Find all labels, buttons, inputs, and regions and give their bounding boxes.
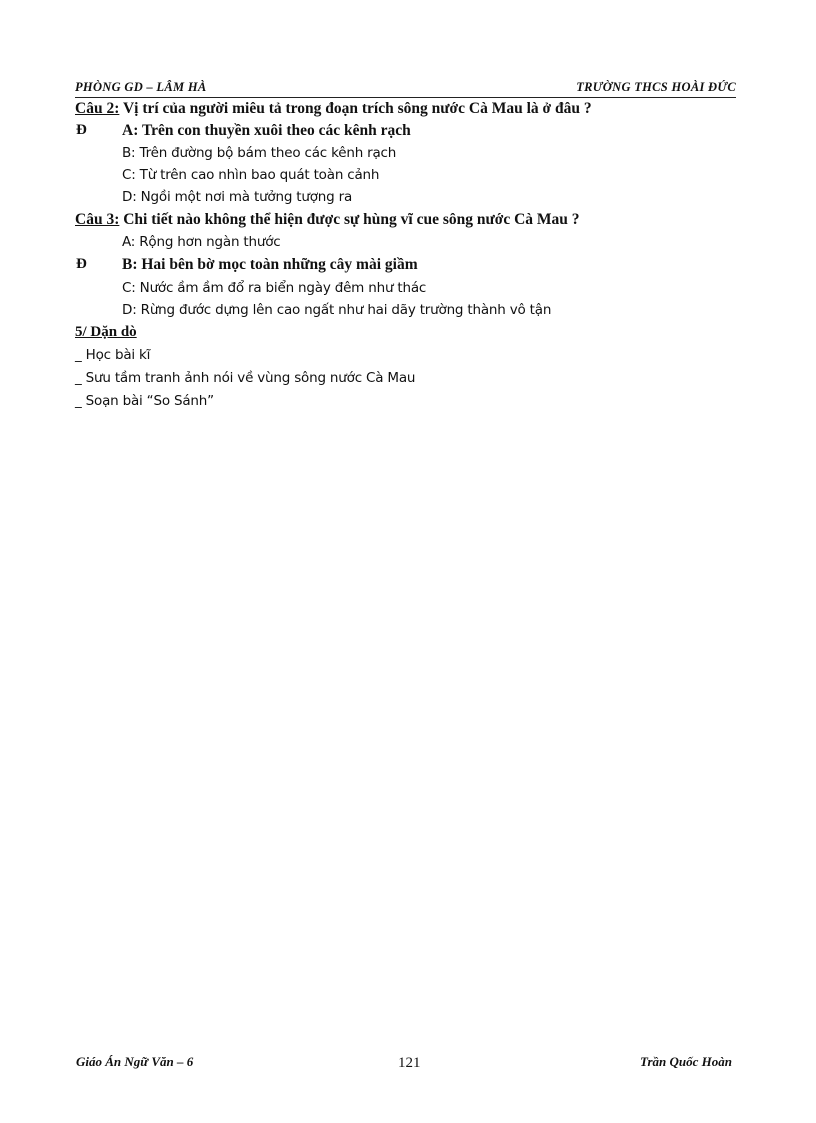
option-a: A: Trên con thuyền xuôi theo các kênh rạch bbox=[122, 122, 411, 139]
correct-mark: Đ bbox=[76, 256, 87, 272]
option-b: B: Hai bên bờ mọc toàn những cây mài giầm bbox=[122, 256, 418, 273]
section-title: 5/ Dặn dò bbox=[75, 324, 137, 340]
header-right: TRƯỜNG THCS HOÀI ĐỨC bbox=[576, 80, 736, 94]
question-label: Câu 2: bbox=[75, 100, 120, 117]
option-c: C: Từ trên cao nhìn bao quát toàn cảnh bbox=[122, 167, 380, 183]
question-2 bbox=[75, 100, 592, 118]
footer-author: Trần Quốc Hoàn bbox=[640, 1054, 732, 1069]
task-item: _ Học bài kĩ bbox=[75, 347, 151, 363]
question-text: Chi tiết nào không thể hiện được sự hùng vĩ cue sông nước Cà Mau ? bbox=[119, 211, 580, 228]
correct-mark: Đ bbox=[76, 122, 87, 138]
option-d: D: Rừng đước dựng lên cao ngất như hai dãy trường thành vô tận bbox=[122, 302, 552, 318]
task-item: _ Soạn bài “So Sánh” bbox=[75, 393, 214, 409]
page-header bbox=[75, 77, 736, 98]
task-item: _ Sưu tầm tranh ảnh nói về vùng sông nước Cà Mau bbox=[75, 370, 416, 386]
header-left: PHÒNG GD – LÂM HÀ bbox=[75, 80, 207, 94]
option-c: C: Nước ầm ầm đổ ra biển ngày đêm như thác bbox=[122, 280, 427, 296]
question-3 bbox=[75, 211, 580, 229]
option-d: D: Ngồi một nơi mà tưởng tượng ra bbox=[122, 189, 353, 205]
page-number: 121 bbox=[398, 1055, 421, 1071]
question-label: Câu 3: bbox=[75, 211, 120, 228]
question-text: Vị trí của người miêu tả trong đoạn trích sông nước Cà Mau là ở đâu ? bbox=[119, 100, 592, 117]
option-b: B: Trên đường bộ bám theo các kênh rạch bbox=[122, 145, 397, 161]
footer-left: Giáo Án Ngữ Văn – 6 bbox=[76, 1054, 194, 1069]
option-a: A: Rộng hơn ngàn thước bbox=[122, 234, 281, 250]
